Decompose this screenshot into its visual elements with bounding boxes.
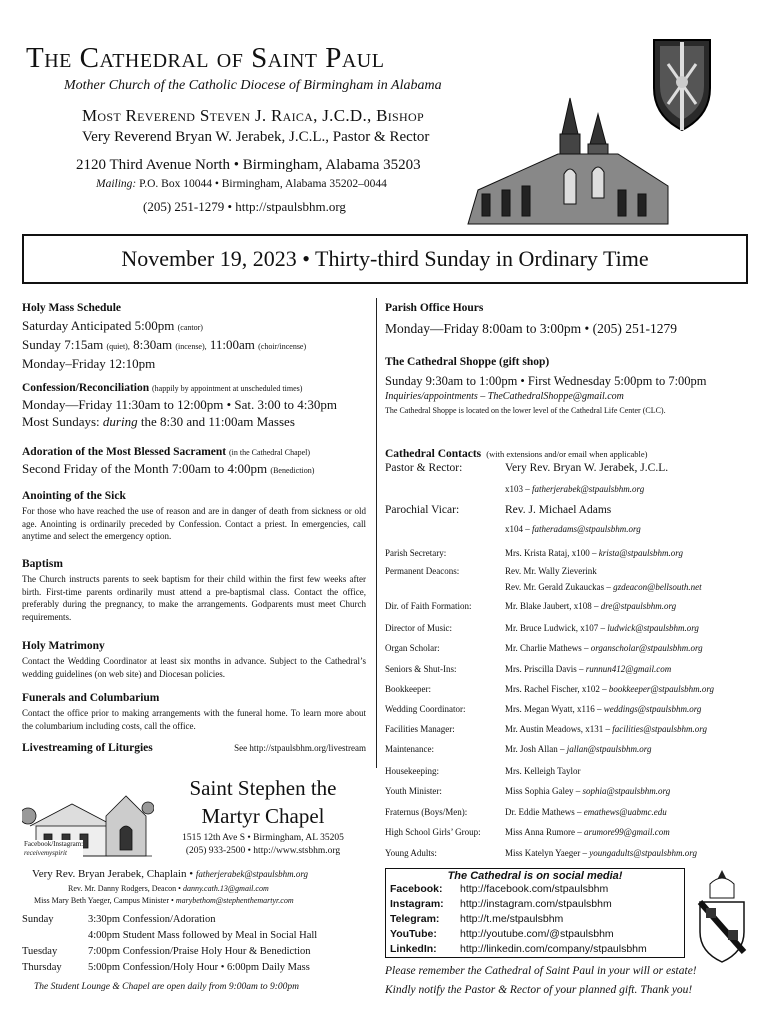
contacts-note: (with extensions and/or email when applicable) bbox=[486, 449, 648, 459]
contact-name bbox=[505, 724, 707, 734]
contact-person: Dr. Eddie Mathews – bbox=[505, 807, 582, 817]
bulletin-header bbox=[0, 0, 770, 232]
contact-email[interactable]: youngadults@stpaulsbhm.org bbox=[589, 848, 697, 858]
confession-sundays: Most Sundays: bbox=[22, 414, 100, 429]
contact-name bbox=[505, 744, 651, 754]
confession-note: (happily by appointment at unscheduled times) bbox=[152, 384, 303, 393]
diocese-seal-icon bbox=[690, 868, 754, 964]
adoration-time: Second Friday of the Month 7:00am to 4:00pm bbox=[22, 461, 268, 476]
social-media-box bbox=[385, 868, 685, 958]
social-key: Facebook: bbox=[390, 883, 443, 895]
schedule-row bbox=[22, 912, 366, 928]
chaplain-name: Very Rev. Bryan Jerabek, Chaplain • bbox=[32, 868, 194, 880]
funerals-heading: Funerals and Columbarium bbox=[22, 692, 160, 704]
chapel-social-handle: receivemyspirit bbox=[24, 849, 67, 857]
adoration-line bbox=[22, 460, 366, 479]
livestream-heading: Livestreaming of Liturgies bbox=[22, 742, 153, 754]
confession-line-2 bbox=[22, 413, 366, 430]
vicar-ext: x104 – bbox=[505, 524, 530, 534]
contact-ext bbox=[505, 484, 644, 494]
schedule-row bbox=[22, 944, 366, 960]
rector-line: Very Reverend Bryan W. Jerabek, J.C.L., Pastor & Rector bbox=[82, 129, 430, 145]
contact-email[interactable]: bookkeeper@stpaulsbhm.org bbox=[608, 684, 715, 694]
remember-line-1: Please remember the Cathedral of Saint Paul in your will or estate! bbox=[385, 965, 697, 977]
contact-name bbox=[505, 786, 670, 796]
contact-name bbox=[505, 643, 703, 653]
pastor-ext: x103 – bbox=[505, 484, 530, 494]
shoppe-inquiries: Inquiries/appointments – TheCathedralShoppe@gmail.com bbox=[385, 391, 624, 402]
contact-person: Miss Anna Rumore – bbox=[505, 827, 582, 837]
social-key: LinkedIn: bbox=[390, 943, 437, 955]
deacon-email[interactable]: danny.cath.13@gmail.com bbox=[182, 884, 269, 893]
contact-email[interactable]: ludwick@stpaulsbhm.org bbox=[607, 623, 699, 633]
adoration-heading bbox=[22, 446, 366, 458]
contact-email[interactable]: gzdeacon@bellsouth.net bbox=[613, 582, 702, 592]
schedule-row bbox=[22, 928, 366, 944]
chapel-street: 1515 12th Ave S • Birmingham, AL 35205 bbox=[182, 833, 344, 843]
contact-person: Mr. Blake Jaubert, x108 – bbox=[505, 601, 599, 611]
contact-person: Miss Katelyn Yaeger – bbox=[505, 848, 587, 858]
chapel-social bbox=[24, 840, 83, 858]
adoration-section bbox=[22, 446, 366, 479]
contact-email[interactable]: facilities@stpaulsbhm.org bbox=[612, 724, 707, 734]
phone-website: (205) 251-1279 • http://stpaulsbhm.org bbox=[143, 199, 346, 214]
livestream-link[interactable]: See http://stpaulsbhm.org/livestream bbox=[234, 743, 366, 753]
baptism-heading: Baptism bbox=[22, 558, 63, 570]
contact-email[interactable]: sophia@stpaulsbhm.org bbox=[582, 786, 671, 796]
confession-during: during bbox=[102, 414, 138, 429]
contact-name bbox=[505, 704, 701, 714]
chapel-deacon bbox=[68, 884, 269, 893]
contact-ext bbox=[505, 524, 641, 534]
chapel-social-label: Facebook/Instagram: bbox=[24, 840, 84, 848]
contact-name bbox=[505, 807, 667, 817]
contact-role: Director of Music: bbox=[385, 623, 452, 633]
contact-person: Mr. Charlie Mathews – bbox=[505, 643, 589, 653]
social-link[interactable]: http://linkedin.com/company/stpaulsbhm bbox=[460, 943, 647, 955]
confession-masses: the 8:30 and 11:00am Masses bbox=[140, 414, 295, 429]
contact-person: Mr. Josh Allan – bbox=[505, 744, 565, 754]
social-link[interactable]: http://instagram.com/stpaulsbhm bbox=[460, 898, 612, 910]
baptism-text: The Church instructs parents to seek baptism for their child within the first few weeks after birth. First-time parents ordinarily must attend a pre-baptismal class. Contact the office, preferably during the pregnancy, to make the arrangements. Godparents must meet Church requirements. bbox=[22, 574, 366, 622]
matrimony-section bbox=[22, 640, 366, 680]
matrimony-heading: Holy Matrimony bbox=[22, 640, 105, 652]
contact-name bbox=[505, 548, 683, 558]
schedule-row bbox=[22, 960, 366, 976]
contact-name bbox=[505, 582, 702, 592]
schedule-day: Sunday bbox=[22, 914, 54, 925]
social-key: Telegram: bbox=[390, 913, 440, 925]
shoppe-hours: Sunday 9:30am to 1:00pm • First Wednesday 5:00pm to 7:00pm bbox=[385, 374, 707, 388]
mailing-value: P.O. Box 10044 • Birmingham, Alabama 35202–0044 bbox=[139, 178, 387, 190]
contact-role: Seniors & Shut-Ins: bbox=[385, 664, 457, 674]
adoration-title: Adoration of the Most Blessed Sacrament bbox=[22, 446, 227, 458]
shoppe-section bbox=[385, 356, 753, 418]
cathedral-illustration-icon bbox=[458, 94, 674, 228]
adoration-benediction: (Benediction) bbox=[270, 466, 315, 475]
minister-name: Miss Mary Beth Yaeger, Campus Minister • bbox=[34, 896, 174, 905]
contact-role: Housekeeping: bbox=[385, 766, 439, 776]
mass-line-1 bbox=[22, 317, 366, 336]
contact-role: Maintenance: bbox=[385, 744, 434, 754]
contact-name: Very Rev. Bryan W. Jerabek, J.C.L. bbox=[505, 462, 669, 474]
office-hours-section bbox=[385, 302, 753, 337]
mass-line-3: Monday–Friday 12:10pm bbox=[22, 356, 156, 371]
mass-saturday: Saturday Anticipated 5:00pm bbox=[22, 318, 175, 333]
remember-note bbox=[385, 962, 755, 1000]
anointing-heading: Anointing of the Sick bbox=[22, 490, 126, 502]
schedule-event: 4:00pm Student Mass followed by Meal in Social Hall bbox=[88, 930, 318, 941]
contact-name bbox=[505, 566, 597, 576]
mass-sunday-3: 11:00am bbox=[209, 337, 255, 352]
office-heading: Parish Office Hours bbox=[385, 302, 484, 314]
liturgical-date: November 19, 2023 • Thirty-third Sunday in Ordinary Time bbox=[121, 246, 649, 271]
chapel-address bbox=[158, 832, 368, 858]
contact-name bbox=[505, 684, 714, 694]
matrimony-text: Contact the Wedding Coordinator at least six months in advance. Subject to the Cathedral’s wedding guidelines (on web site) and Diocesan policies. bbox=[22, 656, 366, 679]
contact-role: High School Girls’ Group: bbox=[385, 827, 481, 837]
contact-person: Mrs. Rachel Fischer, x102 – bbox=[505, 684, 607, 694]
confession-title: Confession/Reconciliation bbox=[22, 382, 150, 394]
contact-name bbox=[505, 664, 671, 674]
contact-name: Rev. J. Michael Adams bbox=[505, 504, 612, 516]
schedule-day: Thursday bbox=[22, 962, 62, 973]
date-banner bbox=[22, 234, 748, 284]
contact-person: Miss Sophia Galey – bbox=[505, 786, 581, 796]
contact-person: Rev. Mr. Gerald Zukauckas – bbox=[505, 582, 611, 592]
social-key: Instagram: bbox=[390, 898, 444, 910]
mass-sunday-3-note: (choir/incense) bbox=[258, 342, 307, 351]
chapel-title bbox=[158, 774, 368, 830]
contact-role: Wedding Coordinator: bbox=[385, 704, 466, 714]
livestream-section bbox=[22, 742, 366, 754]
schedule-event: 5:00pm Confession/Holy Hour • 6:00pm Daily Mass bbox=[88, 962, 310, 973]
contact-role: Pastor & Rector: bbox=[385, 462, 463, 474]
contact-role: Fraternus (Boys/Men): bbox=[385, 807, 468, 817]
bishop-line: Most Reverend Steven J. Raica, J.C.D., Bishop bbox=[82, 106, 424, 125]
social-heading: The Cathedral is on social media! bbox=[447, 870, 623, 882]
contact-name bbox=[505, 601, 676, 611]
contact-name bbox=[505, 827, 670, 837]
mailing-address bbox=[96, 178, 387, 190]
contact-person: Mrs. Krista Rataj, x100 – bbox=[505, 548, 597, 558]
social-link[interactable]: http://facebook.com/stpaulsbhm bbox=[460, 883, 609, 895]
social-link[interactable]: http://youtube.com/@stpaulsbhm bbox=[460, 928, 614, 940]
chapel-title-2: Martyr Chapel bbox=[201, 804, 325, 828]
chapel-minister bbox=[34, 896, 294, 905]
mass-saturday-note: (cantor) bbox=[177, 323, 203, 332]
confession-heading bbox=[22, 382, 366, 394]
contact-role: Permanent Deacons: bbox=[385, 566, 460, 576]
contact-email[interactable]: organscholar@stpaulsbhm.org bbox=[590, 643, 703, 653]
contact-email[interactable]: arumore99@gmail.com bbox=[584, 827, 670, 837]
social-link[interactable]: http://t.me/stpaulsbhm bbox=[460, 913, 564, 925]
adoration-note: (in the Cathedral Chapel) bbox=[228, 448, 311, 457]
street-address: 2120 Third Avenue North • Birmingham, Alabama 35203 bbox=[76, 157, 421, 173]
contact-role: Facilities Manager: bbox=[385, 724, 455, 734]
contact-role: Youth Minister: bbox=[385, 786, 442, 796]
contact-person: Mr. Austin Meadows, x131 – bbox=[505, 724, 611, 734]
funerals-text: Contact the office prior to making arrangements with the funeral home. To learn more about the columbarium including costs, call the office. bbox=[22, 708, 366, 731]
mass-heading: Holy Mass Schedule bbox=[22, 302, 122, 314]
chapel-phone: (205) 933-2500 • http://www.stsbhm.org bbox=[185, 846, 341, 856]
pastor-email[interactable]: fatherjerabek@stpaulsbhm.org bbox=[532, 484, 645, 494]
contact-role: Organ Scholar: bbox=[385, 643, 440, 653]
contact-email[interactable]: krista@stpaulsbhm.org bbox=[598, 548, 683, 558]
contact-name bbox=[505, 623, 699, 633]
mass-sunday-2: 8:30am bbox=[133, 337, 173, 352]
contact-role: Young Adults: bbox=[385, 848, 437, 858]
social-row[interactable] bbox=[386, 942, 684, 957]
mailing-label: Mailing: bbox=[96, 178, 137, 190]
contact-name bbox=[505, 848, 697, 858]
contact-role: Bookkeeper: bbox=[385, 684, 431, 694]
contact-person: Mrs. Kelleigh Taylor bbox=[505, 766, 581, 776]
social-row[interactable] bbox=[386, 912, 684, 927]
anointing-text: For those who have reached the use of reason and are in danger of death from sickness or old age. Anointing is ordinarily preceded by Confession. Contact a priest. In emergencies, call anytime and select the emergency option. bbox=[22, 506, 366, 541]
social-row[interactable] bbox=[386, 927, 684, 942]
contacts-heading-row bbox=[385, 442, 753, 461]
schedule-day: Tuesday bbox=[22, 946, 58, 957]
social-row[interactable] bbox=[386, 897, 684, 912]
mass-schedule-section bbox=[22, 302, 366, 372]
schedule-event: 3:30pm Confession/Adoration bbox=[88, 914, 216, 925]
chapel-title-1: Saint Stephen the bbox=[189, 776, 337, 800]
contact-role: Parish Secretary: bbox=[385, 548, 447, 558]
confession-line-1: Monday—Friday 11:30am to 12:00pm • Sat. 3:00 to 4:30pm bbox=[22, 397, 337, 412]
contact-role: Parochial Vicar: bbox=[385, 504, 460, 516]
contact-role: Dir. of Faith Formation: bbox=[385, 601, 472, 611]
mass-line-2 bbox=[22, 336, 366, 355]
column-divider bbox=[376, 298, 377, 768]
mass-sunday-1-note: (quiet), bbox=[106, 342, 130, 351]
contact-person: Mrs. Megan Wyatt, x116 – bbox=[505, 704, 602, 714]
contact-person: Mr. Bruce Ludwick, x107 – bbox=[505, 623, 605, 633]
parish-subtitle: Mother Church of the Catholic Diocese of Birmingham in Alabama bbox=[64, 78, 442, 93]
confession-section bbox=[22, 382, 366, 430]
funerals-section bbox=[22, 692, 366, 732]
contact-person: Rev. Mr. Wally Zieverink bbox=[505, 566, 597, 576]
remember-line-2: Kindly notify the Pastor & Rector of your planned gift. Thank you! bbox=[385, 984, 693, 996]
shoppe-location: The Cathedral Shoppe is located on the lower level of the Cathedral Life Center (CLC). bbox=[385, 406, 666, 415]
chaplain-email[interactable]: fatherjerabek@stpaulsbhm.org bbox=[195, 869, 309, 879]
minister-email[interactable]: marybethom@stephenthemartyr.com bbox=[175, 896, 294, 905]
contact-email[interactable]: weddings@stpaulsbhm.org bbox=[603, 704, 702, 714]
baptism-section bbox=[22, 558, 366, 623]
mass-sunday-1: Sunday 7:15am bbox=[22, 337, 104, 352]
shoppe-heading: The Cathedral Shoppe (gift shop) bbox=[385, 356, 550, 368]
chapel-chaplain bbox=[32, 868, 308, 880]
student-lounge-note: The Student Lounge & Chapel are open daily from 9:00am to 9:00pm bbox=[34, 982, 300, 992]
social-key: YouTube: bbox=[390, 928, 437, 940]
parish-title: The Cathedral of Saint Paul bbox=[26, 42, 385, 74]
contact-email[interactable]: runnun412@gmail.com bbox=[585, 664, 672, 674]
mass-sunday-2-note: (incense), bbox=[175, 342, 207, 351]
social-row[interactable] bbox=[386, 882, 684, 897]
schedule-event: 7:00pm Confession/Praise Holy Hour & Benediction bbox=[88, 946, 311, 957]
contact-email[interactable]: dre@stpaulsbhm.org bbox=[600, 601, 677, 611]
deacon-name: Rev. Mr. Danny Rodgers, Deacon • bbox=[68, 884, 181, 893]
contact-email[interactable]: jallan@stpaulsbhm.org bbox=[566, 744, 652, 754]
anointing-section bbox=[22, 490, 366, 543]
contact-person: Mrs. Priscilla Davis – bbox=[505, 664, 584, 674]
chapel-schedule bbox=[22, 912, 366, 976]
contact-name bbox=[505, 766, 580, 776]
schedule-day bbox=[22, 928, 88, 944]
contact-email[interactable]: emathews@uabmc.edu bbox=[583, 807, 667, 817]
office-hours: Monday—Friday 8:00am to 3:00pm • (205) 251-1279 bbox=[385, 321, 677, 336]
contacts-heading: Cathedral Contacts bbox=[385, 448, 482, 460]
vicar-email[interactable]: fatheradams@stpaulsbhm.org bbox=[532, 524, 641, 534]
